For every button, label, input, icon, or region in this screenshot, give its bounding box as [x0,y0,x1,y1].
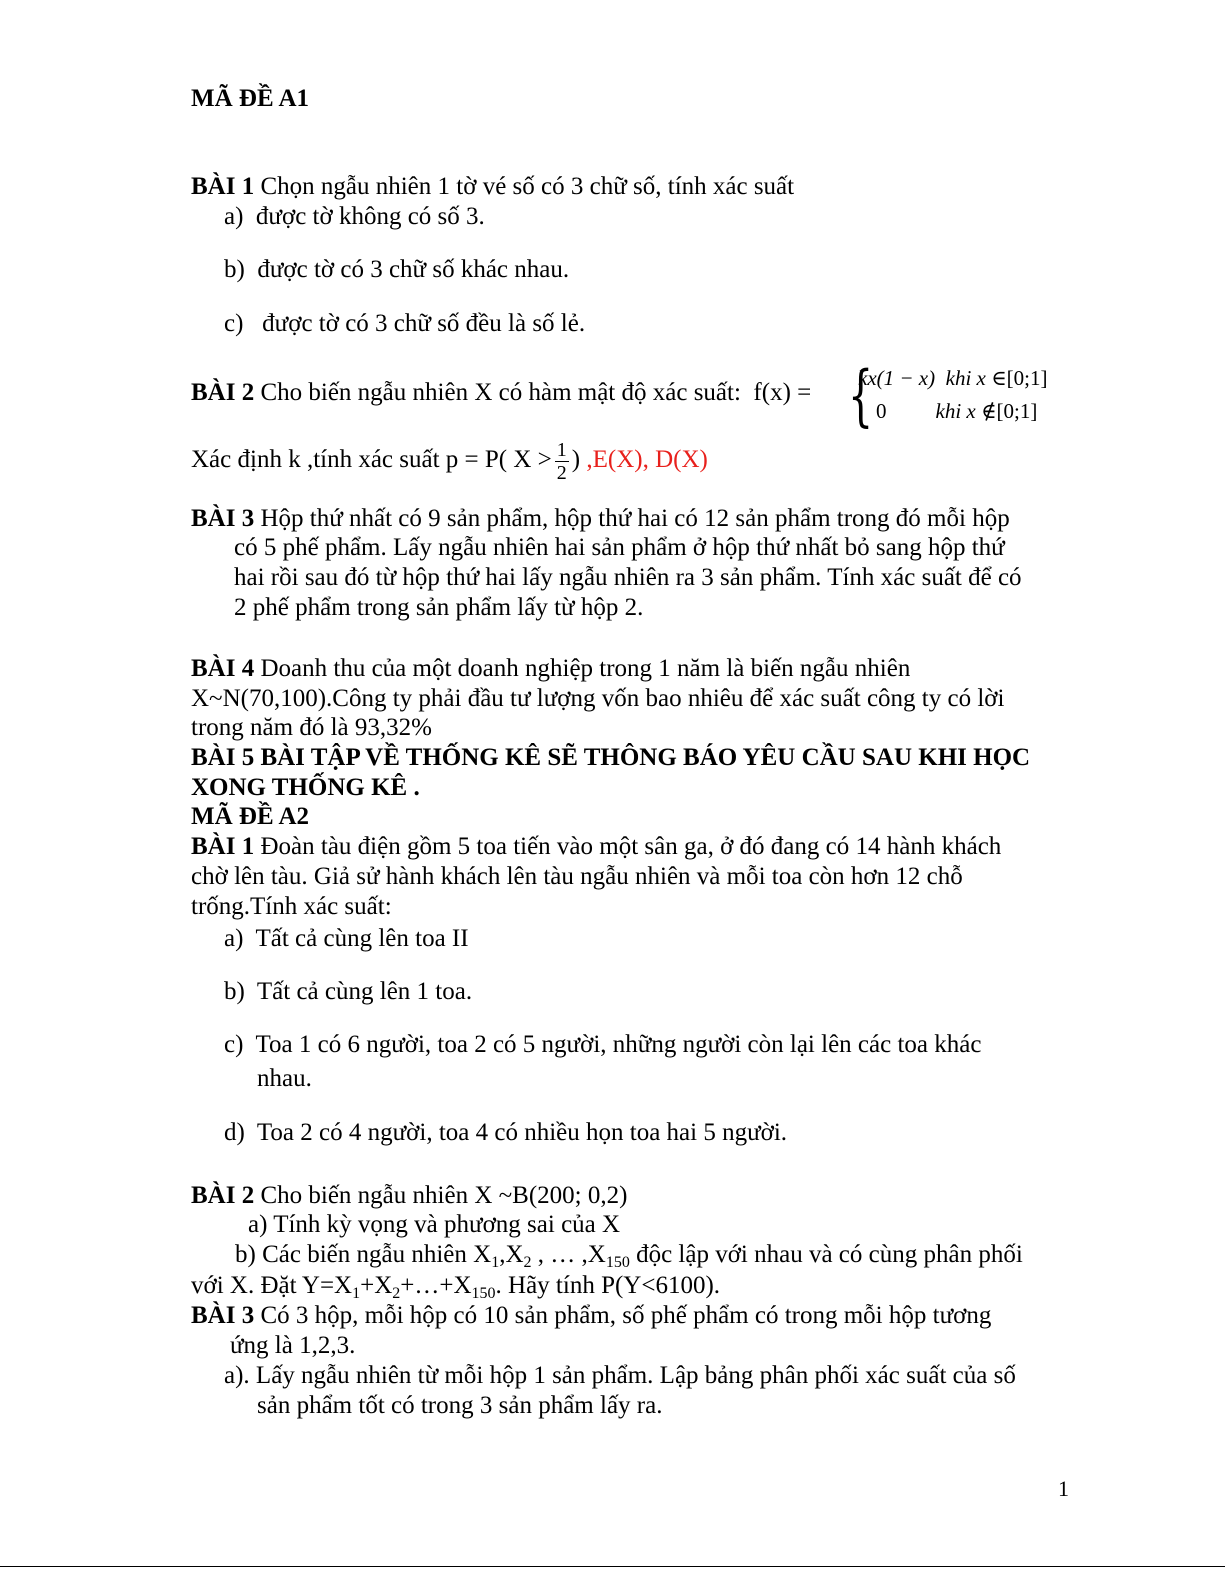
a2-bai2-item-a: a) Tính kỳ vọng và phương sai của X [248,1211,621,1238]
a2-bai1-item-a: a) Tất cả cùng lên toa II [224,925,469,952]
a1-bai1-item-c: c) được tờ có 3 chữ số đều là số lẻ. [224,310,586,337]
a1-bai1-item-b: b) được tờ có 3 chữ số khác nhau. [224,256,570,283]
a2-bai1-line1: BÀI 1 Đoàn tàu điện gồm 5 toa tiến vào một sân ga, ở đó đang có 14 hành khách [191,833,1002,860]
a1-bai3-line2: có 5 phế phẩm. Lấy ngẫu nhiên hai sản phẩm ở hộp thứ nhất bỏ sang hộp thứ [234,534,1005,561]
piecewise-row-1: kx(1 − x) khi x ∈[0;1] [858,366,1048,390]
a2-bai1-label: BÀI 1 [191,833,255,860]
a1-bai3-line1: BÀI 3 Hộp thứ nhất có 9 sản phẩm, hộp thứ hai có 12 sản phẩm trong đó mỗi hộp [191,505,1010,532]
a2-bai3-line1: BÀI 3 Có 3 hộp, mỗi hộp có 10 sản phẩm, số phế phẩm có trong mỗi hộp tương [191,1302,992,1329]
a2-bai3-line2: ứng là 1,2,3. [230,1332,356,1359]
a2-bai1-item-b: b) Tất cả cùng lên 1 toa. [224,978,473,1005]
a2-bai2-item-b-cont: với X. Đặt $Y=X_1+X_2+\dots+X_{150}$. Hãy tính P(Y<6100). [191,1272,721,1302]
piecewise-brace: { [848,357,874,434]
a2-bai1-item-d: d) Toa 2 có 4 người, toa 4 có nhiều họn toa hai 5 người. [224,1119,788,1146]
a1-bai3-label: BÀI 3 [191,505,255,532]
fraction-one-half: $\frac{1}{2}$ [556,438,567,484]
a1-bai1-label: BÀI 1 [191,173,255,200]
a1-bai5-line1: BÀI 5 BÀI TẬP VỀ THỐNG KÊ SẼ THÔNG BÁO YÊU CẦU SAU KHI HỌC [191,744,1031,771]
a2-bai1-item-c: c) Toa 1 có 6 người, toa 2 có 5 người, những người còn lại lên các toa khác [224,1031,982,1058]
a1-bai3-line4: 2 phế phẩm trong sản phẩm lấy từ hộp 2. [234,594,644,621]
a2-bai1-line3: trống.Tính xác suất: [191,893,392,920]
a1-bai4-label: BÀI 4 [191,655,255,682]
a2-bai2-intro: BÀI 2 Cho biến ngẫu nhiên X ~B(200; 0,2) [191,1182,628,1209]
a1-bai3-line3: hai rồi sau đó từ hộp thứ hai lấy ngẫu nhiên ra 3 sản phẩm. Tính xác suất để có [234,564,1022,591]
a2-bai1-line2: chờ lên tàu. Giả sử hành khách lên tàu ngẫu nhiên và mỗi toa còn hơn 12 chỗ [191,863,963,890]
bottom-rule [0,1566,1225,1567]
a1-bai2-question: Xác định k ,tính xác suất p = P( X > $\frac{1}{2}$ ) ,E(X), D(X) [191,438,708,484]
a1-bai1-intro: BÀI 1 Chọn ngẫu nhiên 1 tờ vé số có 3 chữ số, tính xác suất [191,173,795,200]
a2-bai3-item-a-cont: sản phẩm tốt có trong 3 sản phẩm lấy ra. [257,1392,663,1419]
a2-bai3-item-a: a). Lấy ngẫu nhiên từ mỗi hộp 1 sản phẩm. Lập bảng phân phối xác suất của số [224,1362,1016,1389]
page-number: 1 [1058,1476,1069,1501]
a2-bai1-item-c-cont: nhau. [257,1065,312,1092]
exam-code-a2: MÃ ĐỀ A2 [191,803,310,830]
a1-bai1-item-a: a) được tờ không có số 3. [224,203,485,230]
a2-bai2-label: BÀI 2 [191,1182,255,1209]
a2-bai3-label: BÀI 3 [191,1302,255,1329]
a1-bai4-line1: BÀI 4 Doanh thu của một doanh nghiệp trong 1 năm là biến ngẫu nhiên [191,655,911,682]
a1-bai5-line2: XONG THỐNG KÊ . [191,774,420,801]
a1-bai4-line2: X~N(70,100).Công ty phải đầu tư lượng vốn bao nhiêu để xác suất công ty có lời [191,685,1005,712]
piecewise-row-2: 0 khi x ∉[0;1] [876,399,1038,423]
a1-bai2-intro: BÀI 2 Cho biến ngẫu nhiên X có hàm mật độ xác suất: f(x) = [191,379,812,406]
a2-bai2-item-b: b) Các biến ngẫu nhiên $X_1,X_2$ , … $,X_{150}$ độc lập với nhau và có cùng phân phối [235,1241,1023,1271]
a1-bai2-label: BÀI 2 [191,379,255,406]
a1-bai4-line3: trong năm đó là 93,32% [191,714,432,741]
exam-code-a1: MÃ ĐỀ A1 [191,85,310,112]
